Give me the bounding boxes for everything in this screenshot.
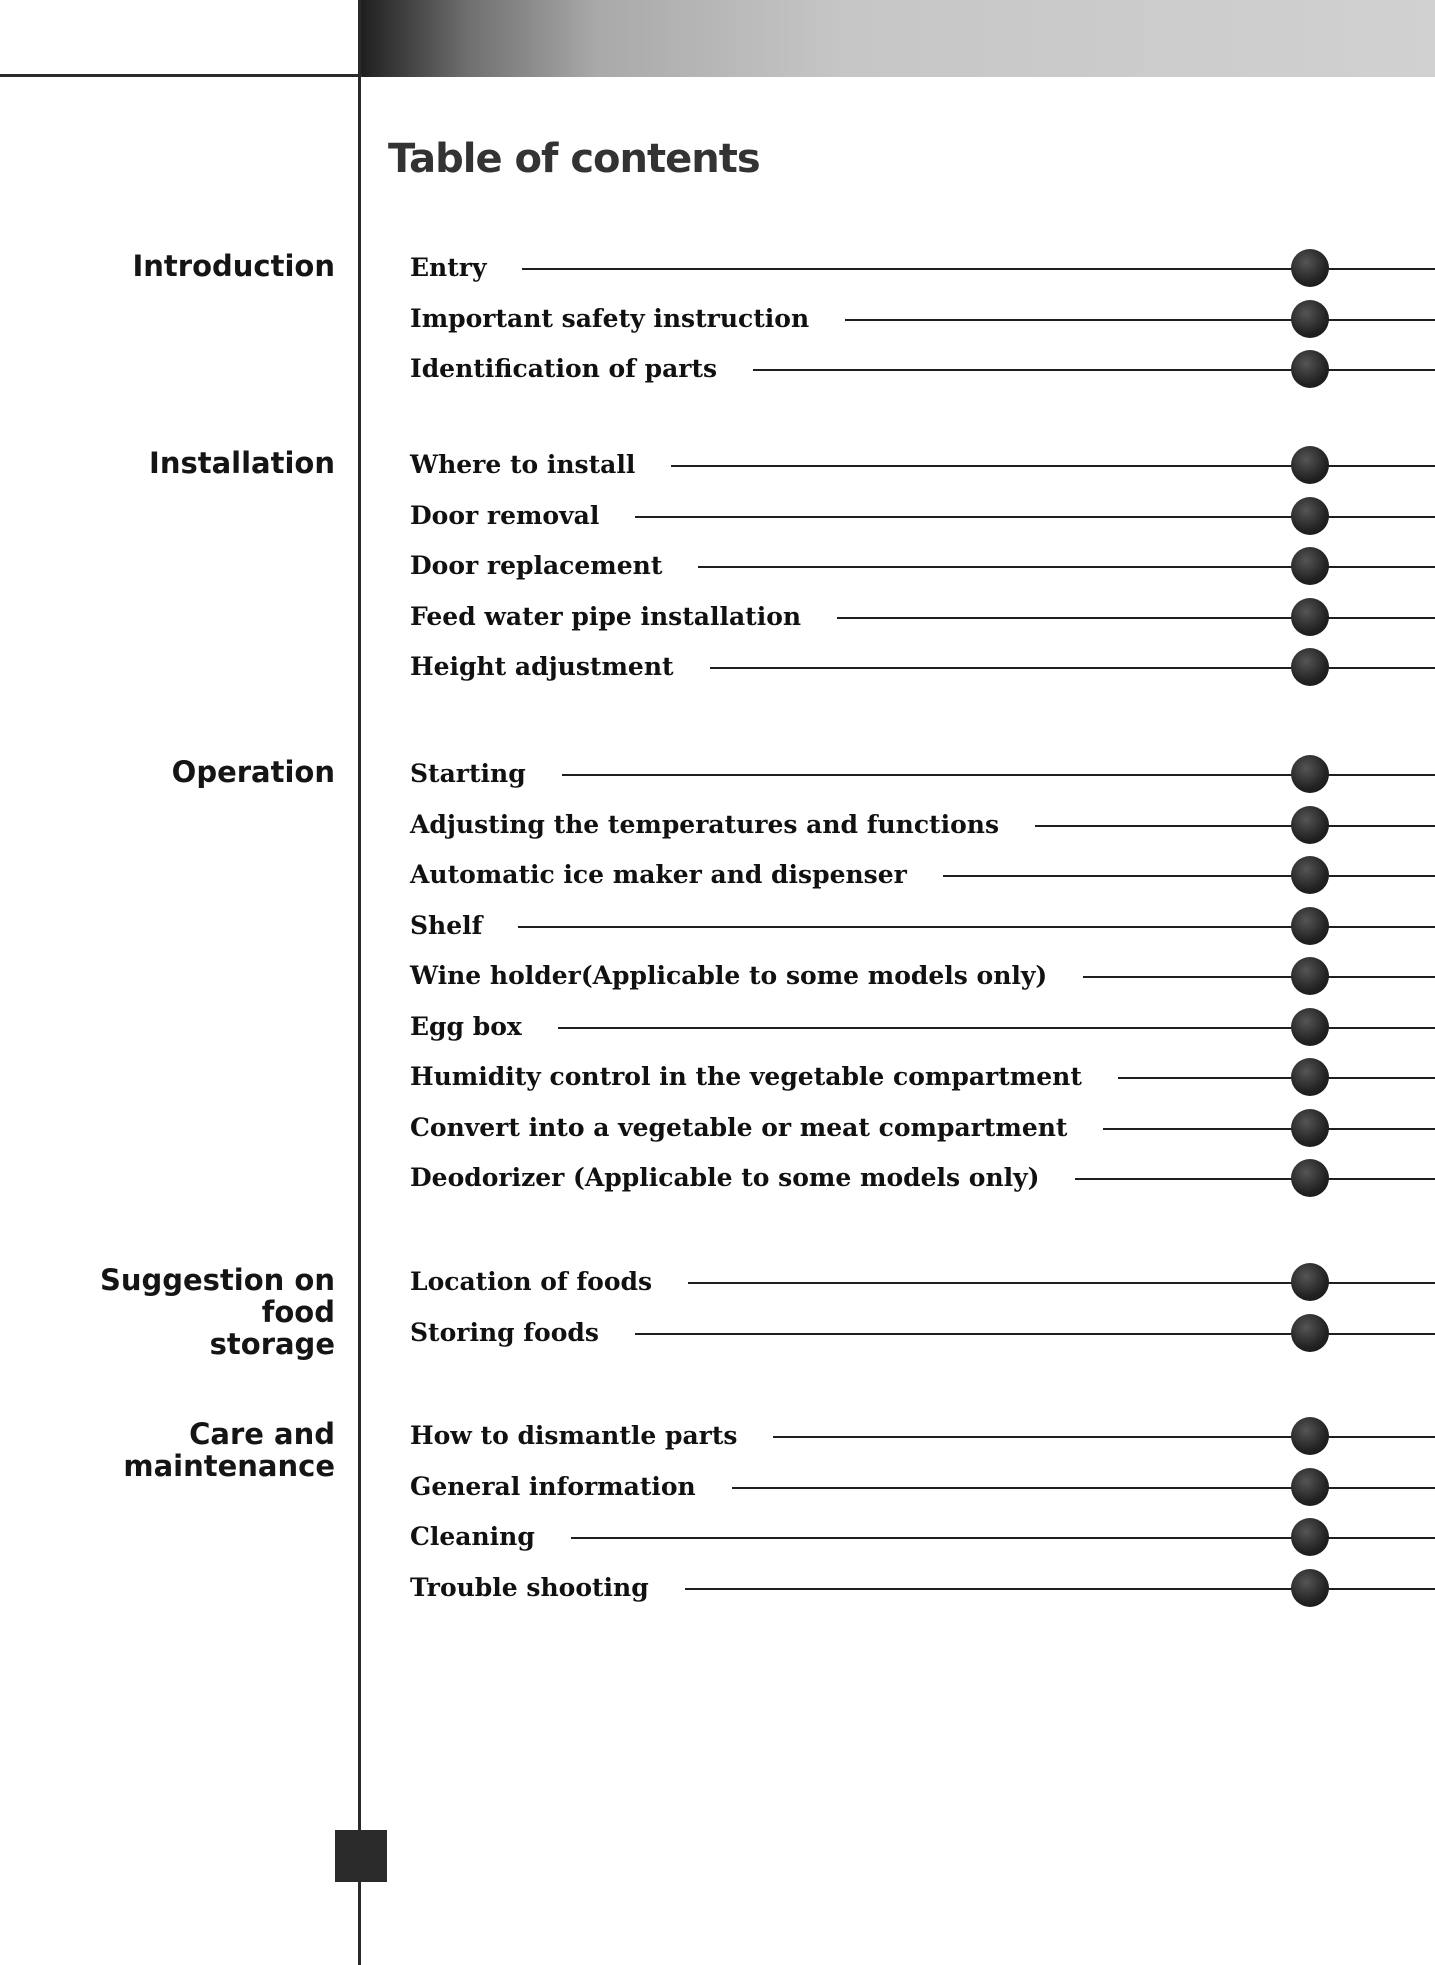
toc-entry[interactable] — [410, 546, 1435, 586]
page-dot-icon — [1291, 755, 1329, 793]
section-heading-line: Suggestion on — [99, 1263, 335, 1297]
page-dot-icon — [1291, 300, 1329, 338]
toc-entry-label: Storing foods — [410, 1313, 605, 1353]
leader-line — [943, 875, 1293, 877]
toc-entry-label: Door replacement — [410, 546, 668, 586]
page-dot-icon — [1291, 907, 1329, 945]
leader-line — [522, 268, 1293, 270]
section-heading — [15, 447, 335, 479]
toc-entry-label: Deodorizer (Applicable to some models only) — [410, 1158, 1045, 1198]
header-band — [360, 0, 1435, 77]
toc-entry-label: Wine holder(Applicable to some models only) — [410, 956, 1053, 996]
leader-line — [518, 926, 1293, 928]
toc-entry-label: Door removal — [410, 496, 605, 536]
leader-line — [685, 1588, 1293, 1590]
section-heading — [15, 1264, 335, 1360]
section-heading — [15, 756, 335, 788]
leader-tail — [1327, 1178, 1435, 1180]
toc-entry-label: Height adjustment — [410, 647, 680, 687]
toc-entry-label: Shelf — [410, 906, 488, 946]
leader-line — [671, 465, 1293, 467]
toc-entry[interactable] — [410, 855, 1435, 895]
toc-entry-label: Location of foods — [410, 1262, 658, 1302]
leader-line — [1118, 1077, 1293, 1079]
leader-line — [635, 1333, 1293, 1335]
page-dot-icon — [1291, 856, 1329, 894]
page-dot-icon — [1291, 648, 1329, 686]
leader-tail — [1327, 976, 1435, 978]
toc-entry-label: Convert into a vegetable or meat compartment — [410, 1108, 1073, 1148]
toc-entry-label: Egg box — [410, 1007, 528, 1047]
toc-entry-label: Starting — [410, 754, 532, 794]
toc-entry-label: Important safety instruction — [410, 299, 815, 339]
toc-entry[interactable] — [410, 1057, 1435, 1097]
leader-line — [558, 1027, 1293, 1029]
leader-tail — [1327, 369, 1435, 371]
page-dot-icon — [1291, 1569, 1329, 1607]
leader-tail — [1327, 1128, 1435, 1130]
leader-line — [1083, 976, 1293, 978]
leader-tail — [1327, 268, 1435, 270]
section-heading — [15, 250, 335, 282]
toc-entry-label: Entry — [410, 248, 492, 288]
toc-entry[interactable] — [410, 248, 1435, 288]
toc-entry-label: Identification of parts — [410, 349, 723, 389]
toc-entry[interactable] — [410, 1262, 1435, 1302]
section-heading-line: maintenance — [123, 1449, 335, 1483]
vertical-divider — [358, 0, 361, 1965]
toc-entry-label: Humidity control in the vegetable compartment — [410, 1057, 1088, 1097]
page-dot-icon — [1291, 598, 1329, 636]
leader-line — [773, 1436, 1293, 1438]
leader-tail — [1327, 1282, 1435, 1284]
toc-entry[interactable] — [410, 349, 1435, 389]
page-dot-icon — [1291, 1058, 1329, 1096]
page-dot-icon — [1291, 446, 1329, 484]
page-dot-icon — [1291, 1109, 1329, 1147]
page-title: Table of contents — [388, 136, 760, 182]
page-dot-icon — [1291, 1468, 1329, 1506]
page-dot-icon — [1291, 1417, 1329, 1455]
leader-tail — [1327, 1487, 1435, 1489]
leader-line — [688, 1282, 1293, 1284]
leader-line — [1103, 1128, 1293, 1130]
toc-entry[interactable] — [410, 754, 1435, 794]
leader-tail — [1327, 1537, 1435, 1539]
toc-entry[interactable] — [410, 597, 1435, 637]
leader-tail — [1327, 667, 1435, 669]
toc-entry-label: Where to install — [410, 445, 641, 485]
toc-entry-label: Feed water pipe installation — [410, 597, 807, 637]
leader-line — [753, 369, 1293, 371]
toc-entry[interactable] — [410, 1007, 1435, 1047]
leader-tail — [1327, 566, 1435, 568]
toc-entry[interactable] — [410, 1158, 1435, 1198]
page-dot-icon — [1291, 547, 1329, 585]
leader-tail — [1327, 1333, 1435, 1335]
leader-tail — [1327, 465, 1435, 467]
page-dot-icon — [1291, 1518, 1329, 1556]
leader-line — [1035, 825, 1293, 827]
section-heading-line: Introduction — [132, 249, 335, 283]
toc-entry[interactable] — [410, 1108, 1435, 1148]
leader-tail — [1327, 825, 1435, 827]
header-rule — [0, 74, 362, 77]
toc-entry[interactable] — [410, 496, 1435, 536]
leader-line — [732, 1487, 1293, 1489]
toc-entry-label: How to dismantle parts — [410, 1416, 743, 1456]
leader-line — [571, 1537, 1293, 1539]
page-dot-icon — [1291, 1008, 1329, 1046]
toc-entry-label: Automatic ice maker and dispenser — [410, 855, 913, 895]
toc-entry[interactable] — [410, 445, 1435, 485]
leader-tail — [1327, 617, 1435, 619]
page-dot-icon — [1291, 1263, 1329, 1301]
toc-entry[interactable] — [410, 1416, 1435, 1456]
toc-entry[interactable] — [410, 805, 1435, 845]
section-heading-line: Operation — [171, 755, 335, 789]
leader-tail — [1327, 516, 1435, 518]
section-heading-line: food — [261, 1295, 335, 1329]
leader-tail — [1327, 1436, 1435, 1438]
leader-tail — [1327, 1588, 1435, 1590]
leader-line — [1075, 1178, 1293, 1180]
leader-tail — [1327, 926, 1435, 928]
toc-entry[interactable] — [410, 906, 1435, 946]
toc-entry[interactable] — [410, 956, 1435, 996]
section-heading — [15, 1418, 335, 1482]
toc-entry-label: General information — [410, 1467, 702, 1507]
page-dot-icon — [1291, 806, 1329, 844]
page-dot-icon — [1291, 1159, 1329, 1197]
leader-line — [635, 516, 1293, 518]
page-dot-icon — [1291, 957, 1329, 995]
page-dot-icon — [1291, 1314, 1329, 1352]
leader-tail — [1327, 1027, 1435, 1029]
page-dot-icon — [1291, 249, 1329, 287]
leader-line — [698, 566, 1293, 568]
leader-line — [562, 774, 1293, 776]
leader-line — [845, 319, 1293, 321]
section-heading-line: Care and — [189, 1417, 335, 1451]
leader-tail — [1327, 774, 1435, 776]
section-heading-line: storage — [209, 1327, 335, 1361]
toc-entry-label: Adjusting the temperatures and functions — [410, 805, 1005, 845]
toc-entry[interactable] — [410, 1568, 1435, 1608]
leader-tail — [1327, 319, 1435, 321]
leader-line — [837, 617, 1293, 619]
page-dot-icon — [1291, 497, 1329, 535]
toc-entry-label: Cleaning — [410, 1517, 541, 1557]
section-heading-line: Installation — [149, 446, 335, 480]
page-marker — [335, 1830, 387, 1882]
toc-entry[interactable] — [410, 299, 1435, 339]
page-dot-icon — [1291, 350, 1329, 388]
toc-entry[interactable] — [410, 1467, 1435, 1507]
toc-entry-label: Trouble shooting — [410, 1568, 655, 1608]
toc-entry[interactable] — [410, 1517, 1435, 1557]
toc-entry[interactable] — [410, 647, 1435, 687]
leader-tail — [1327, 875, 1435, 877]
toc-entry[interactable] — [410, 1313, 1435, 1353]
leader-line — [710, 667, 1293, 669]
leader-tail — [1327, 1077, 1435, 1079]
